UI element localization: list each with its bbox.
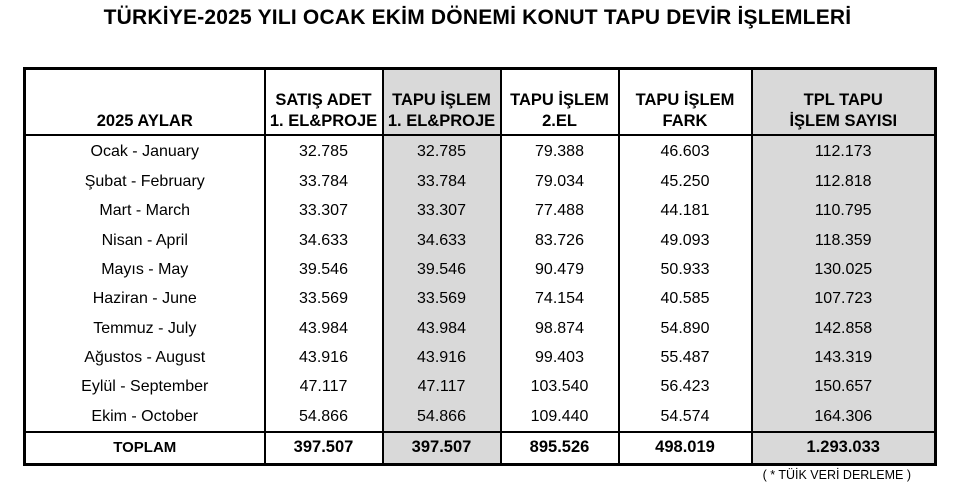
sales-first-hand-cell: 33.784 bbox=[265, 167, 383, 196]
total-deed-cell: 143.319 bbox=[752, 343, 936, 372]
sales-first-hand-cell: 43.984 bbox=[265, 313, 383, 342]
table-row bbox=[25, 255, 936, 284]
header-total-deed: TPL TAPU İŞLEM SAYISI bbox=[752, 69, 936, 136]
deed-first-hand-cell: 33.307 bbox=[383, 196, 501, 225]
deed-difference-cell: 54.890 bbox=[619, 313, 752, 342]
month-cell: Ağustos - August bbox=[84, 348, 206, 366]
header-months: 2025 AYLAR bbox=[25, 69, 265, 136]
table-row bbox=[25, 343, 936, 372]
deed-second-hand-cell: 99.403 bbox=[501, 343, 619, 372]
deed-second-hand-cell: 74.154 bbox=[501, 284, 619, 313]
total-deed-cell: 112.173 bbox=[752, 135, 936, 167]
deed-second-hand-cell: 83.726 bbox=[501, 226, 619, 255]
table-row bbox=[25, 313, 936, 342]
housing-sales-table bbox=[23, 67, 937, 466]
deed-second-hand-cell: 77.488 bbox=[501, 196, 619, 225]
deed-first-hand-cell: 34.633 bbox=[383, 226, 501, 255]
table-row bbox=[25, 196, 936, 225]
header-sales-first-hand: SATIŞ ADET 1. EL&PROJE bbox=[265, 69, 383, 136]
sales-first-hand-cell: 47.117 bbox=[265, 372, 383, 401]
deed-first-hand-cell: 33.569 bbox=[383, 284, 501, 313]
total-deed-difference: 498.019 bbox=[619, 432, 752, 465]
total-label: TOPLAM bbox=[25, 432, 265, 465]
table-row bbox=[25, 135, 936, 167]
header-row bbox=[25, 69, 936, 136]
total-deed-second-hand: 895.526 bbox=[501, 432, 619, 465]
deed-second-hand-cell: 79.034 bbox=[501, 167, 619, 196]
month-cell: Temmuz - July bbox=[93, 319, 197, 337]
header-deed-second-hand: TAPU İŞLEM 2.EL bbox=[501, 69, 619, 136]
page-title: TÜRKİYE-2025 YILI OCAK EKİM DÖNEMİ KONUT TAPU DEVİR İŞLEMLERİ bbox=[103, 6, 852, 29]
deed-second-hand-cell: 79.388 bbox=[501, 135, 619, 167]
deed-first-hand-cell: 43.984 bbox=[383, 313, 501, 342]
deed-difference-cell: 40.585 bbox=[619, 284, 752, 313]
deed-second-hand-cell: 103.540 bbox=[501, 372, 619, 401]
deed-difference-cell: 44.181 bbox=[619, 196, 752, 225]
month-cell: Ocak - January bbox=[90, 143, 199, 160]
sales-first-hand-cell: 33.307 bbox=[265, 196, 383, 225]
total-sales-first-hand: 397.507 bbox=[265, 432, 383, 465]
month-cell: Ekim - October bbox=[91, 407, 199, 425]
deed-first-hand-cell: 47.117 bbox=[383, 372, 501, 401]
deed-difference-cell: 49.093 bbox=[619, 226, 752, 255]
sales-first-hand-cell: 54.866 bbox=[265, 401, 383, 431]
deed-first-hand-cell: 32.785 bbox=[383, 135, 501, 167]
total-row bbox=[25, 432, 936, 465]
total-deed-first-hand: 397.507 bbox=[383, 432, 501, 465]
sales-first-hand-cell: 32.785 bbox=[265, 135, 383, 167]
total-deed-cell: 130.025 bbox=[752, 255, 936, 284]
sales-first-hand-cell: 39.546 bbox=[265, 255, 383, 284]
deed-second-hand-cell: 90.479 bbox=[501, 255, 619, 284]
sales-first-hand-cell: 34.633 bbox=[265, 226, 383, 255]
month-cell: Eylül - September bbox=[81, 378, 209, 396]
deed-first-hand-cell: 43.916 bbox=[383, 343, 501, 372]
total-deed-cell: 107.723 bbox=[752, 284, 936, 313]
total-deed-cell: 164.306 bbox=[752, 401, 936, 431]
deed-difference-cell: 55.487 bbox=[619, 343, 752, 372]
deed-second-hand-cell: 98.874 bbox=[501, 313, 619, 342]
table-row bbox=[25, 226, 936, 255]
deed-difference-cell: 50.933 bbox=[619, 255, 752, 284]
header-deed-difference: TAPU İŞLEM FARK bbox=[619, 69, 752, 136]
total-deed-cell: 150.657 bbox=[752, 372, 936, 401]
month-cell: Nisan - April bbox=[101, 231, 188, 249]
sales-first-hand-cell: 33.569 bbox=[265, 284, 383, 313]
deed-difference-cell: 45.250 bbox=[619, 167, 752, 196]
month-cell: Haziran - June bbox=[92, 290, 197, 308]
month-cell: Mayıs - May bbox=[101, 261, 189, 279]
deed-difference-cell: 46.603 bbox=[619, 135, 752, 167]
deed-second-hand-cell: 109.440 bbox=[501, 401, 619, 431]
month-cell: Mart - March bbox=[99, 202, 191, 220]
sales-first-hand-cell: 43.916 bbox=[265, 343, 383, 372]
total-deed-cell: 118.359 bbox=[752, 226, 936, 255]
deed-difference-cell: 56.423 bbox=[619, 372, 752, 401]
deed-first-hand-cell: 39.546 bbox=[383, 255, 501, 284]
source-note: ( * TÜİK VERİ DERLEME ) bbox=[762, 468, 911, 482]
deed-difference-cell: 54.574 bbox=[619, 401, 752, 431]
total-deed-cell: 142.858 bbox=[752, 313, 936, 342]
total-total-deed: 1.293.033 bbox=[752, 432, 936, 465]
table-row bbox=[25, 401, 936, 431]
table-row bbox=[25, 372, 936, 401]
table-row bbox=[25, 284, 936, 313]
deed-first-hand-cell: 33.784 bbox=[383, 167, 501, 196]
total-deed-cell: 112.818 bbox=[752, 167, 936, 196]
header-deed-first-hand: TAPU İŞLEM 1. EL&PROJE bbox=[383, 69, 501, 136]
month-cell: Şubat - February bbox=[84, 173, 205, 191]
total-deed-cell: 110.795 bbox=[752, 196, 936, 225]
deed-first-hand-cell: 54.866 bbox=[383, 401, 501, 431]
table-row bbox=[25, 167, 936, 196]
